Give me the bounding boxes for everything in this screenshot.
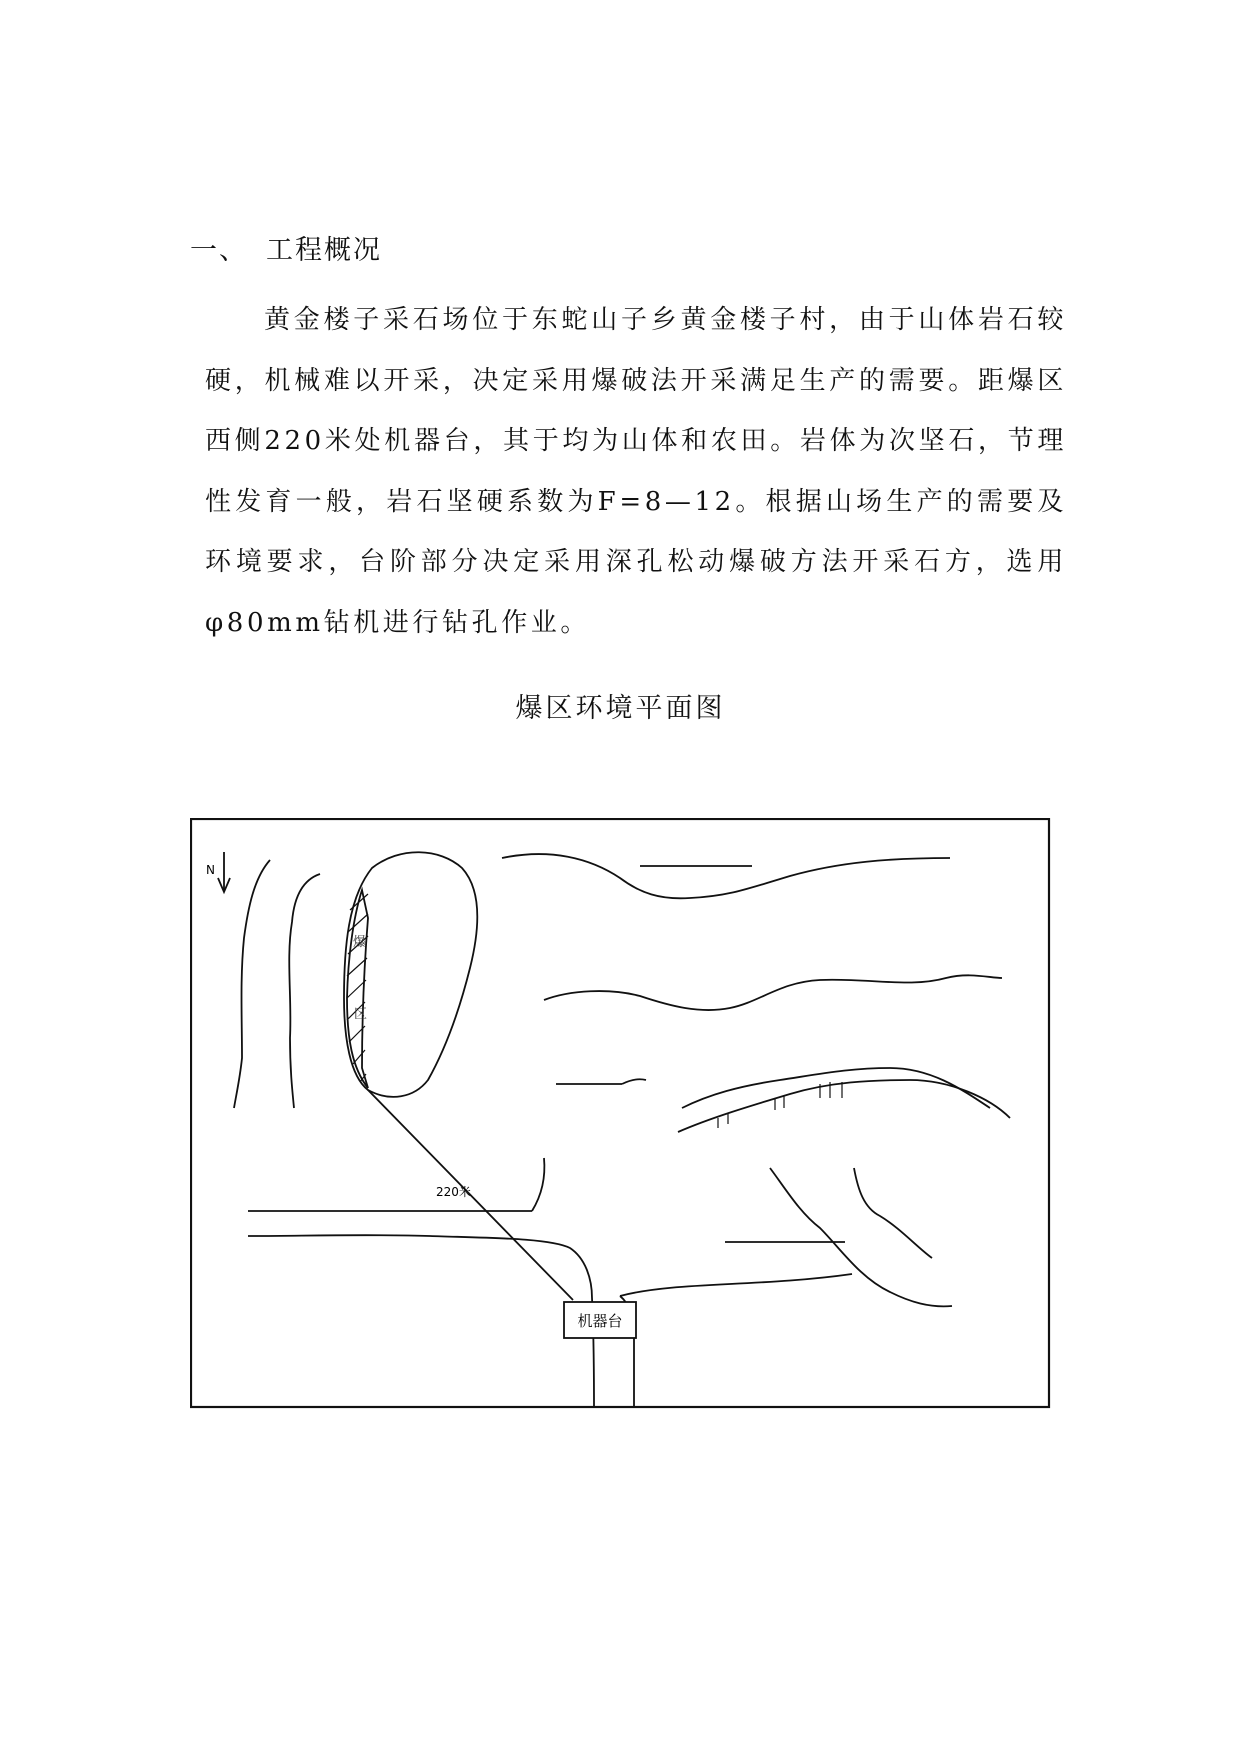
ridge-line-4 [678, 1080, 1010, 1132]
road-line-3 [620, 1274, 852, 1296]
section-heading [190, 228, 382, 267]
zone-label-2: 区 [354, 1007, 368, 1022]
distance-label: 220米 [436, 1185, 471, 1199]
figure-title: 爆区环境平面图 [515, 693, 726, 724]
ridge-line-3 [682, 1068, 990, 1108]
ridge-line-2 [544, 975, 1002, 1010]
north-label: N [206, 863, 215, 877]
machine-label: 机器台 [577, 1312, 623, 1330]
blast-zone-map [190, 818, 1052, 1410]
section-title: 工程概况 [266, 235, 382, 266]
body-paragraph: 黄金楼子采石场位于东蛇山子乡黄金楼子村，由于山体岩石较硬，机械难以开采，决定采用爆破法开采满足生产的需要。距爆区西侧220米处机器台，其于均为山体和农田。岩体为次坚石，节理性发育一般，岩石坚硬系数为F=8—12。根据山场生产的需要及环境要求，台阶部分决定采用深孔松动爆破方法开采石方，选用φ80mm钻机进行钻孔作业。 [205, 305, 1067, 638]
road-line-2 [248, 1235, 594, 1408]
stream-line-1 [770, 1168, 952, 1306]
section-number: 一、 [190, 235, 248, 266]
stream-line-2 [854, 1168, 932, 1258]
zone-label-1: 爆 [353, 935, 367, 950]
ridge-line-1 [502, 854, 950, 898]
left-valley-line [289, 874, 320, 1108]
left-ridge-line [234, 860, 270, 1108]
